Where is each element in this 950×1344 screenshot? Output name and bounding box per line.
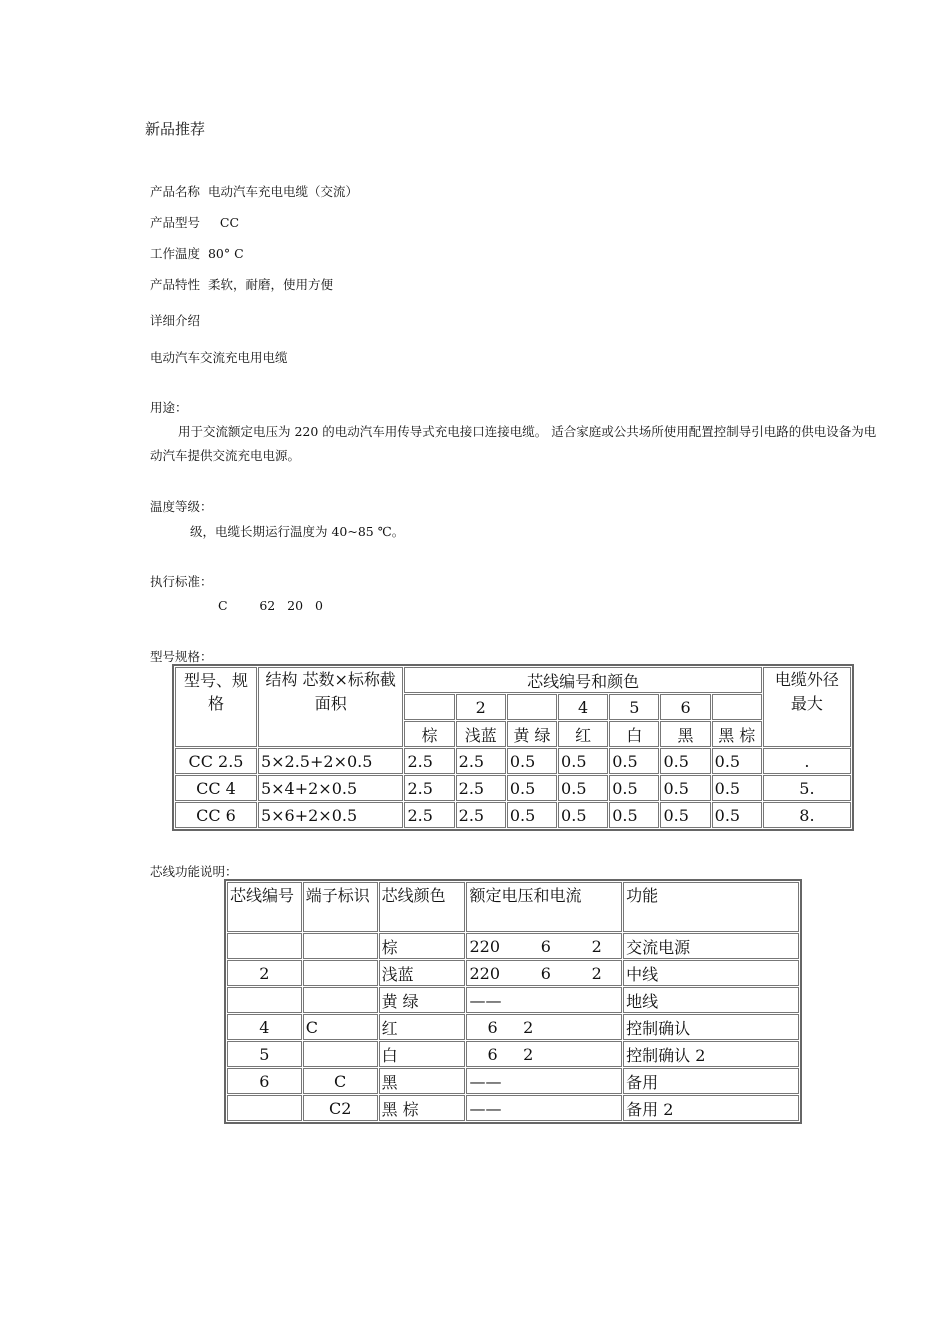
spec-value: 2.5 xyxy=(404,802,454,828)
func-header-row xyxy=(227,882,799,932)
func-color: 浅蓝 xyxy=(379,960,466,986)
func-rating: —— xyxy=(466,1095,622,1121)
spec-value: 2.5 xyxy=(404,748,454,774)
standard-text: C 62 20 0 xyxy=(218,598,323,613)
spec-header-od: 电缆外径 最大 xyxy=(763,667,851,747)
spec-value: 2.5 xyxy=(404,775,454,801)
spec-value: 0.5 xyxy=(609,775,659,801)
temp-grade-heading: 温度等级： xyxy=(150,499,213,514)
func-terminal xyxy=(303,933,378,959)
product-model-label: 产品型号 xyxy=(150,215,201,230)
func-no xyxy=(227,1095,302,1121)
core-color: 红 xyxy=(558,721,608,747)
spec-value: 0.5 xyxy=(558,748,608,774)
spec-model: CC 2.5 xyxy=(175,748,257,774)
spec-structure: 5×4+2×0.5 xyxy=(258,775,403,801)
spec-value: 0.5 xyxy=(558,802,608,828)
core-number: 4 xyxy=(558,694,608,720)
func-no: 5 xyxy=(227,1041,302,1067)
func-rating: 220 6 2 xyxy=(466,933,622,959)
function-table xyxy=(224,879,802,1124)
func-color: 黑 棕 xyxy=(379,1095,466,1121)
func-no xyxy=(227,933,302,959)
work-temp-value: 80° C xyxy=(207,246,244,261)
spec-row xyxy=(175,748,851,774)
spec-header-structure: 结构 芯数×标称截面积 xyxy=(258,667,403,747)
func-color: 棕 xyxy=(379,933,466,959)
core-color: 浅蓝 xyxy=(456,721,506,747)
func-heading: 芯线功能说明： xyxy=(150,864,238,879)
func-row xyxy=(227,1095,799,1121)
func-color: 红 xyxy=(379,1014,466,1040)
spec-value: 0.5 xyxy=(660,748,710,774)
func-function: 控制确认 xyxy=(623,1014,799,1040)
spec-od: 5. xyxy=(763,775,851,801)
spec-value: 2.5 xyxy=(456,802,506,828)
spec-value: 0.5 xyxy=(507,775,557,801)
func-rating: —— xyxy=(466,987,622,1013)
func-color: 黑 xyxy=(379,1068,466,1094)
func-function: 备用 2 xyxy=(623,1095,799,1121)
func-row xyxy=(227,1014,799,1040)
spec-value: 0.5 xyxy=(507,802,557,828)
core-number xyxy=(507,694,557,720)
core-number xyxy=(712,694,762,720)
core-color: 黑 棕 xyxy=(712,721,762,747)
product-name-value: 电动汽车充电电缆（交流） xyxy=(207,184,358,199)
func-function: 地线 xyxy=(623,987,799,1013)
page-title: 新品推荐 xyxy=(145,120,206,138)
core-color: 黄 绿 xyxy=(507,721,557,747)
detail-label: 详细介绍 xyxy=(150,313,201,328)
func-terminal: C2 xyxy=(303,1095,378,1121)
spec-od: . xyxy=(763,748,851,774)
spec-model: CC 6 xyxy=(175,802,257,828)
temp-grade-text: 级，电缆长期运行温度为 40~85 ℃。 xyxy=(190,524,405,539)
standard-heading: 执行标准： xyxy=(150,574,213,589)
feature-value: 柔软，耐磨，使用方便 xyxy=(207,277,333,292)
func-row xyxy=(227,987,799,1013)
func-no xyxy=(227,987,302,1013)
func-row xyxy=(227,1041,799,1067)
feature-label: 产品特性 xyxy=(150,277,201,292)
spec-value: 0.5 xyxy=(609,748,659,774)
core-number: 5 xyxy=(609,694,659,720)
product-name-label: 产品名称 xyxy=(150,184,201,199)
func-no: 2 xyxy=(227,960,302,986)
spec-value: 0.5 xyxy=(660,775,710,801)
spec-od: 8. xyxy=(763,802,851,828)
func-function: 交流电源 xyxy=(623,933,799,959)
func-rating: 220 6 2 xyxy=(466,960,622,986)
func-color: 白 xyxy=(379,1041,466,1067)
spec-row xyxy=(175,775,851,801)
func-terminal: C xyxy=(303,1068,378,1094)
func-color: 黄 绿 xyxy=(379,987,466,1013)
func-terminal xyxy=(303,987,378,1013)
func-header-color: 芯线颜色 xyxy=(379,882,466,932)
func-rating: 6 2 xyxy=(466,1041,622,1067)
product-name-line xyxy=(150,182,358,200)
func-row xyxy=(227,1068,799,1094)
func-function: 中线 xyxy=(623,960,799,986)
core-number: 6 xyxy=(660,694,710,720)
spec-table xyxy=(172,664,854,831)
usage-text: 用于交流额定电压为 220 的电动汽车用传导式充电接口连接电缆。 适合家庭或公共场所使用配置控制导引电路的供电设备为电动汽车提供交流充电电源。 xyxy=(150,424,877,463)
product-model-line xyxy=(150,213,239,231)
work-temp-line xyxy=(150,244,244,262)
func-function: 控制确认 2 xyxy=(623,1041,799,1067)
spec-value: 2.5 xyxy=(456,775,506,801)
spec-header-row-1 xyxy=(175,667,851,693)
spec-header-cores: 芯线编号和颜色 xyxy=(404,667,761,693)
spec-structure: 5×6+2×0.5 xyxy=(258,802,403,828)
spec-row xyxy=(175,802,851,828)
func-function: 备用 xyxy=(623,1068,799,1094)
feature-line xyxy=(150,275,333,293)
product-model-value: CC xyxy=(219,215,240,230)
subtitle: 电动汽车交流充电用电缆 xyxy=(150,350,288,365)
core-number: 2 xyxy=(456,694,506,720)
core-color: 棕 xyxy=(404,721,454,747)
usage-heading: 用途： xyxy=(150,400,188,415)
work-temp-label: 工作温度 xyxy=(150,246,201,261)
spec-value: 0.5 xyxy=(712,775,762,801)
core-color: 白 xyxy=(609,721,659,747)
spec-model: CC 4 xyxy=(175,775,257,801)
func-rating: 6 2 xyxy=(466,1014,622,1040)
spec-value: 0.5 xyxy=(558,775,608,801)
func-header-no: 芯线编号 xyxy=(227,882,302,932)
func-header-terminal: 端子标识 xyxy=(303,882,378,932)
func-no: 6 xyxy=(227,1068,302,1094)
spec-heading: 型号规格： xyxy=(150,649,213,664)
func-terminal xyxy=(303,960,378,986)
spec-header-model: 型号、规格 xyxy=(175,667,257,747)
spec-structure: 5×2.5+2×0.5 xyxy=(258,748,403,774)
func-row xyxy=(227,933,799,959)
core-number xyxy=(404,694,454,720)
spec-value: 0.5 xyxy=(507,748,557,774)
func-terminal xyxy=(303,1041,378,1067)
func-header-rating: 额定电压和电流 xyxy=(466,882,622,932)
func-terminal: C xyxy=(303,1014,378,1040)
spec-value: 2.5 xyxy=(456,748,506,774)
core-color: 黑 xyxy=(660,721,710,747)
func-no: 4 xyxy=(227,1014,302,1040)
func-rating: —— xyxy=(466,1068,622,1094)
spec-value: 0.5 xyxy=(660,802,710,828)
spec-value: 0.5 xyxy=(712,748,762,774)
spec-value: 0.5 xyxy=(609,802,659,828)
func-row xyxy=(227,960,799,986)
func-header-function: 功能 xyxy=(623,882,799,932)
spec-value: 0.5 xyxy=(712,802,762,828)
